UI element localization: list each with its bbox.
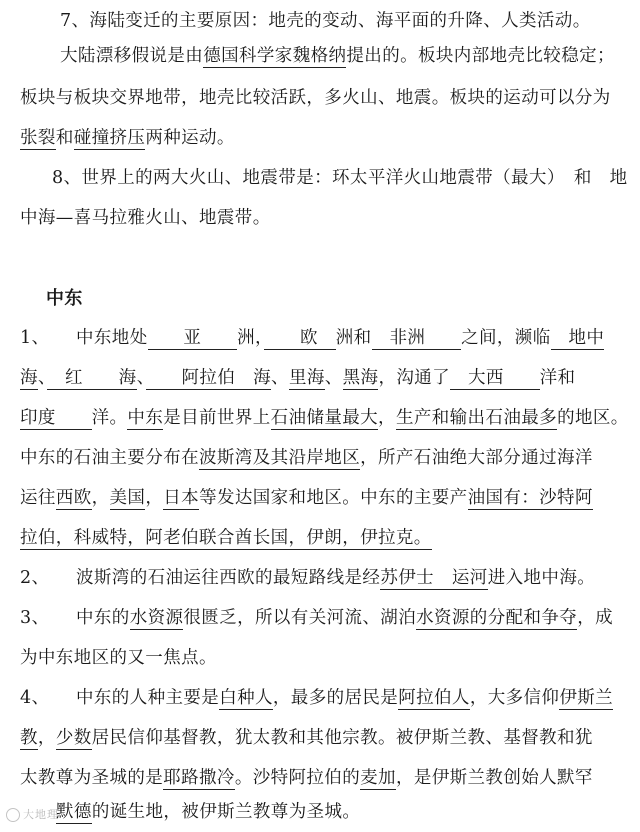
holy-city-cont: 默德的诞生地，被伊斯兰教尊为圣城。 <box>56 802 361 822</box>
blank-answer: 印度 <box>20 408 92 428</box>
blank-answer: 伊斯兰 <box>559 688 614 708</box>
blank-answer: 白种人 <box>219 688 273 708</box>
item-3-cont: 为中东地区的又一焦点。 <box>20 648 217 668</box>
watermark: 大地理 <box>6 806 59 822</box>
blank-answer: 水资源 <box>129 608 184 628</box>
blank-answer: 水资源的分配和争夺 <box>416 608 578 628</box>
seas-line: 海、 红 海、 阿拉伯 海、里海、黑海，沟通了 大西 洋和 <box>20 368 576 388</box>
blank-answer: 少数 <box>55 728 92 748</box>
item-1: 1、 中东地处 亚 洲， 欧 洲和 非洲 之间，濒临 地中 <box>20 328 605 348</box>
blank-answer: 地中 <box>550 328 605 348</box>
blank-answer: 阿拉伯人 <box>398 688 470 708</box>
blank-answer: 黑海 <box>342 368 379 388</box>
drift-hypothesis-line: 大陆漂移假说是由德国科学家魏格纳提出的。板块内部地壳比较稳定； <box>60 46 615 66</box>
religion-line: 教，少数居民信仰基督教，犹太教和其他宗教。被伊斯兰教、基督教和犹 <box>20 728 593 748</box>
blank-answer: 亚 <box>147 328 238 348</box>
item-3: 3、 中东的水资源很匮乏，所以有关河流、湖泊水资源的分配和争夺，成 <box>20 608 614 628</box>
blank-answer: 日本 <box>163 488 200 508</box>
plate-boundary-line: 板块与板块交界地带，地壳比较活跃，多火山、地震。板块的运动可以分为 <box>20 88 611 108</box>
blank-answer: 油国有：沙特阿 <box>467 488 593 508</box>
watermark-logo-icon <box>6 808 20 822</box>
blank-answer: 大西 <box>450 368 540 388</box>
blank-answer: 中东 <box>127 408 164 428</box>
blank-answer: 西欧 <box>55 488 92 508</box>
item-4: 4、 中东的人种主要是白种人，最多的居民是阿拉伯人，大多信仰伊斯兰 <box>20 688 614 708</box>
blank-answer: 里海 <box>288 368 325 388</box>
blank-answer: 张裂 <box>20 128 56 148</box>
item-8-cont: 中海—喜马拉雅火山、地震带。 <box>20 208 271 228</box>
blank-answer: 美国 <box>109 488 146 508</box>
oil-distribution-line: 中东的石油主要分布在波斯湾及其沿岸地区，所产石油绝大部分通过海洋 <box>20 448 593 468</box>
blank-answer: 阿拉伯 海 <box>145 368 272 388</box>
blank-answer: 石油储量最大 <box>270 408 379 428</box>
blank-answer: 耶路撒冷 <box>163 768 235 788</box>
blank-answer: 苏伊士 运河 <box>380 568 488 588</box>
blank-answer: 碰撞挤压 <box>73 128 146 148</box>
plate-motion-line: 张裂和碰撞挤压两种运动。 <box>20 128 235 148</box>
oil-export-line: 运往西欧，美国，日本等发达国家和地区。中东的主要产油国有：沙特阿 <box>20 488 593 508</box>
oil-line: 印度 洋。中东是目前世界上石油储量最大，生产和输出石油最多的地区。 <box>20 408 629 428</box>
blank-answer: 生产和输出石油最多 <box>395 408 558 428</box>
blank-answer: 红 海 <box>47 368 137 388</box>
blank-answer: 默德 <box>56 802 92 822</box>
blank-answer: 非洲 <box>371 328 462 348</box>
section-heading: 中东 <box>46 288 83 309</box>
item-2: 2、 波斯湾的石油运往西欧的最短路线是经苏伊士 运河进入地中海。 <box>20 568 596 588</box>
blank-answer: 拉伯，科威特，阿老伯联合酋长国，伊朗，伊拉克。 <box>20 528 432 548</box>
blank-answer: 欧 <box>264 328 336 348</box>
blank-answer: 海 <box>20 368 38 388</box>
oil-countries-line <box>20 526 432 550</box>
blank-answer: 德国科学家魏格纳 <box>203 46 347 66</box>
blank-answer: 波斯湾及其沿岸地区 <box>199 448 361 468</box>
blank-answer: 教 <box>20 728 38 748</box>
item-7: 7、海陆变迁的主要原因：地壳的变动、海平面的升降、人类活动。 <box>60 11 591 31</box>
blank-answer: 麦加 <box>360 768 396 788</box>
holy-city-line: 太教尊为圣城的是耶路撒冷。沙特阿拉伯的麦加，是伊斯兰教创始人默罕 <box>20 768 593 788</box>
item-8: 8、世界上的两大火山、地震带是：环太平洋火山地震带（最大） 和 地 <box>52 168 628 188</box>
